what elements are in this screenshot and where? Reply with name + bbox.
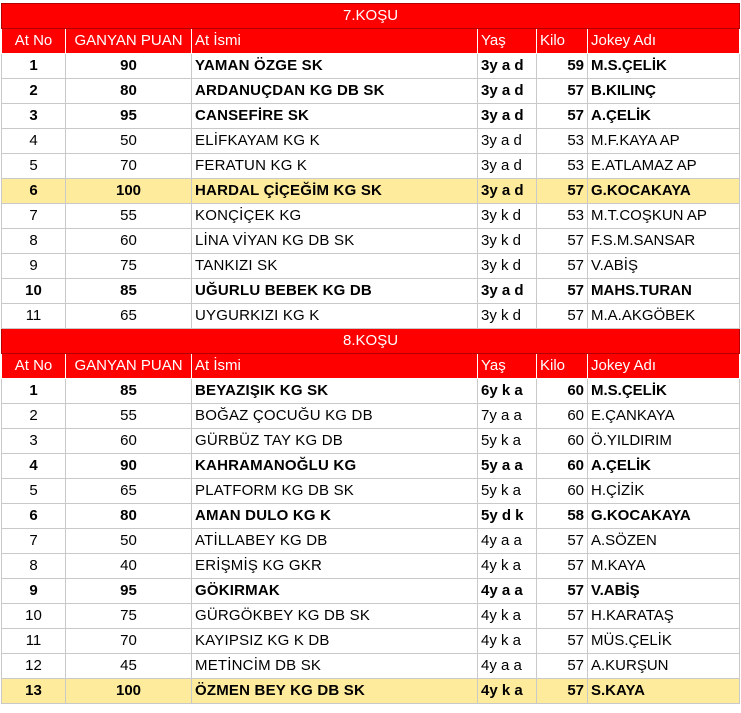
yas-cell: 3y a d [478, 179, 537, 204]
jokey-adi-cell: V.ABİŞ [588, 579, 740, 604]
ganyan-puan-cell: 100 [66, 179, 192, 204]
yas-cell: 5y k a [478, 479, 537, 504]
race-title-row [2, 4, 740, 29]
ganyan-puan-cell: 95 [66, 579, 192, 604]
at-ismi-cell: HARDAL ÇİÇEĞİM KG SK [192, 179, 478, 204]
at-no-cell: 1 [2, 379, 66, 404]
jokey-adi-cell: M.A.AKGÖBEK [588, 304, 740, 329]
at-no-cell: 7 [2, 529, 66, 554]
at-no-cell: 11 [2, 629, 66, 654]
ganyan-puan-cell: 45 [66, 654, 192, 679]
race-table [1, 3, 740, 704]
header-yas: Yaş [478, 354, 537, 379]
yas-cell: 4y a a [478, 529, 537, 554]
yas-cell: 3y a d [478, 54, 537, 79]
kilo-cell: 60 [537, 404, 588, 429]
horse-row [2, 504, 740, 529]
ganyan-puan-cell: 50 [66, 529, 192, 554]
kilo-cell: 57 [537, 104, 588, 129]
at-ismi-cell: UYGURKIZI KG K [192, 304, 478, 329]
kilo-cell: 57 [537, 629, 588, 654]
yas-cell: 4y k a [478, 604, 537, 629]
horse-row [2, 379, 740, 404]
horse-row [2, 154, 740, 179]
yas-cell: 6y k a [478, 379, 537, 404]
at-no-cell: 2 [2, 404, 66, 429]
at-no-cell: 5 [2, 479, 66, 504]
ganyan-puan-cell: 80 [66, 79, 192, 104]
at-ismi-cell: LİNA VİYAN KG DB SK [192, 229, 478, 254]
horse-row [2, 679, 740, 704]
at-no-cell: 3 [2, 429, 66, 454]
at-ismi-cell: FERATUN KG K [192, 154, 478, 179]
jokey-adi-cell: E.ÇANKAYA [588, 404, 740, 429]
kilo-cell: 60 [537, 479, 588, 504]
ganyan-puan-cell: 85 [66, 279, 192, 304]
ganyan-puan-cell: 70 [66, 629, 192, 654]
at-no-cell: 2 [2, 79, 66, 104]
kilo-cell: 60 [537, 379, 588, 404]
kilo-cell: 57 [537, 579, 588, 604]
jokey-adi-cell: M.S.ÇELİK [588, 54, 740, 79]
ganyan-puan-cell: 60 [66, 229, 192, 254]
at-ismi-cell: BEYAZIŞIK KG SK [192, 379, 478, 404]
yas-cell: 4y a a [478, 654, 537, 679]
horse-row [2, 254, 740, 279]
race-sheet [1, 3, 739, 704]
kilo-cell: 60 [537, 454, 588, 479]
header-yas: Yaş [478, 29, 537, 54]
horse-row [2, 229, 740, 254]
ganyan-puan-cell: 95 [66, 104, 192, 129]
ganyan-puan-cell: 40 [66, 554, 192, 579]
at-no-cell: 12 [2, 654, 66, 679]
at-no-cell: 9 [2, 579, 66, 604]
at-no-cell: 5 [2, 154, 66, 179]
jokey-adi-cell: A.SÖZEN [588, 529, 740, 554]
yas-cell: 3y a d [478, 129, 537, 154]
at-no-cell: 3 [2, 104, 66, 129]
kilo-cell: 58 [537, 504, 588, 529]
jokey-adi-cell: M.T.COŞKUN AP [588, 204, 740, 229]
at-no-cell: 10 [2, 279, 66, 304]
at-ismi-cell: TANKIZI SK [192, 254, 478, 279]
column-header-row [2, 354, 740, 379]
race-title: 7.KOŞU [2, 4, 740, 29]
ganyan-puan-cell: 70 [66, 154, 192, 179]
at-no-cell: 13 [2, 679, 66, 704]
yas-cell: 3y k d [478, 204, 537, 229]
header-kilo: Kilo [537, 354, 588, 379]
yas-cell: 5y d k [478, 504, 537, 529]
at-ismi-cell: BOĞAZ ÇOCUĞU KG DB [192, 404, 478, 429]
jokey-adi-cell: S.KAYA [588, 679, 740, 704]
at-ismi-cell: GÖKIRMAK [192, 579, 478, 604]
ganyan-puan-cell: 100 [66, 679, 192, 704]
jokey-adi-cell: A.KURŞUN [588, 654, 740, 679]
race-title-row [2, 329, 740, 354]
jokey-adi-cell: MAHS.TURAN [588, 279, 740, 304]
kilo-cell: 57 [537, 79, 588, 104]
yas-cell: 3y a d [478, 279, 537, 304]
yas-cell: 5y a a [478, 454, 537, 479]
kilo-cell: 57 [537, 254, 588, 279]
at-ismi-cell: GÜRGÖKBEY KG DB SK [192, 604, 478, 629]
yas-cell: 5y k a [478, 429, 537, 454]
jokey-adi-cell: G.KOCAKAYA [588, 179, 740, 204]
horse-row [2, 554, 740, 579]
horse-row [2, 54, 740, 79]
kilo-cell: 57 [537, 654, 588, 679]
yas-cell: 3y a d [478, 104, 537, 129]
kilo-cell: 57 [537, 304, 588, 329]
kilo-cell: 57 [537, 554, 588, 579]
at-ismi-cell: YAMAN ÖZGE SK [192, 54, 478, 79]
kilo-cell: 53 [537, 129, 588, 154]
kilo-cell: 57 [537, 179, 588, 204]
yas-cell: 4y k a [478, 554, 537, 579]
ganyan-puan-cell: 55 [66, 204, 192, 229]
header-kilo: Kilo [537, 29, 588, 54]
header-at-no: At No [2, 354, 66, 379]
jokey-adi-cell: E.ATLAMAZ AP [588, 154, 740, 179]
at-ismi-cell: KAYIPSIZ KG K DB [192, 629, 478, 654]
horse-row [2, 579, 740, 604]
horse-row [2, 204, 740, 229]
kilo-cell: 57 [537, 679, 588, 704]
yas-cell: 7y a a [478, 404, 537, 429]
yas-cell: 3y k d [478, 254, 537, 279]
yas-cell: 3y k d [478, 304, 537, 329]
header-at-ismi: At İsmi [192, 29, 478, 54]
at-ismi-cell: ARDANUÇDAN KG DB SK [192, 79, 478, 104]
at-ismi-cell: AMAN DULO KG K [192, 504, 478, 529]
at-no-cell: 6 [2, 179, 66, 204]
header-ganyan-puan: GANYAN PUAN [66, 354, 192, 379]
horse-row [2, 404, 740, 429]
yas-cell: 4y k a [478, 629, 537, 654]
column-header-row [2, 29, 740, 54]
at-no-cell: 6 [2, 504, 66, 529]
ganyan-puan-cell: 65 [66, 479, 192, 504]
ganyan-puan-cell: 60 [66, 429, 192, 454]
at-ismi-cell: ELİFKAYAM KG K [192, 129, 478, 154]
horse-row [2, 629, 740, 654]
at-no-cell: 8 [2, 554, 66, 579]
at-ismi-cell: ERİŞMİŞ KG GKR [192, 554, 478, 579]
horse-row [2, 604, 740, 629]
at-no-cell: 4 [2, 129, 66, 154]
at-ismi-cell: PLATFORM KG DB SK [192, 479, 478, 504]
jokey-adi-cell: MÜS.ÇELİK [588, 629, 740, 654]
horse-row [2, 179, 740, 204]
at-no-cell: 10 [2, 604, 66, 629]
header-jokey-adi: Jokey Adı [588, 29, 740, 54]
jokey-adi-cell: V.ABİŞ [588, 254, 740, 279]
ganyan-puan-cell: 85 [66, 379, 192, 404]
at-no-cell: 4 [2, 454, 66, 479]
jokey-adi-cell: A.ÇELİK [588, 454, 740, 479]
yas-cell: 3y a d [478, 154, 537, 179]
at-no-cell: 9 [2, 254, 66, 279]
at-ismi-cell: CANSEFİRE SK [192, 104, 478, 129]
kilo-cell: 53 [537, 154, 588, 179]
jokey-adi-cell: F.S.M.SANSAR [588, 229, 740, 254]
jokey-adi-cell: M.F.KAYA AP [588, 129, 740, 154]
jokey-adi-cell: G.KOCAKAYA [588, 504, 740, 529]
header-jokey-adi: Jokey Adı [588, 354, 740, 379]
horse-row [2, 129, 740, 154]
horse-row [2, 104, 740, 129]
ganyan-puan-cell: 90 [66, 54, 192, 79]
at-ismi-cell: UĞURLU BEBEK KG DB [192, 279, 478, 304]
yas-cell: 3y k d [478, 229, 537, 254]
horse-row [2, 479, 740, 504]
horse-row [2, 529, 740, 554]
yas-cell: 3y a d [478, 79, 537, 104]
jokey-adi-cell: H.KARATAŞ [588, 604, 740, 629]
jokey-adi-cell: M.S.ÇELİK [588, 379, 740, 404]
kilo-cell: 57 [537, 279, 588, 304]
ganyan-puan-cell: 55 [66, 404, 192, 429]
at-ismi-cell: GÜRBÜZ TAY KG DB [192, 429, 478, 454]
yas-cell: 4y k a [478, 679, 537, 704]
horse-row [2, 279, 740, 304]
kilo-cell: 57 [537, 604, 588, 629]
jokey-adi-cell: B.KILINÇ [588, 79, 740, 104]
at-ismi-cell: ÖZMEN BEY KG DB SK [192, 679, 478, 704]
at-no-cell: 8 [2, 229, 66, 254]
ganyan-puan-cell: 75 [66, 604, 192, 629]
kilo-cell: 57 [537, 529, 588, 554]
jokey-adi-cell: M.KAYA [588, 554, 740, 579]
yas-cell: 4y a a [478, 579, 537, 604]
horse-row [2, 304, 740, 329]
at-ismi-cell: ATİLLABEY KG DB [192, 529, 478, 554]
horse-row [2, 429, 740, 454]
at-no-cell: 7 [2, 204, 66, 229]
jokey-adi-cell: H.ÇİZİK [588, 479, 740, 504]
at-ismi-cell: METİNCİM DB SK [192, 654, 478, 679]
horse-row [2, 654, 740, 679]
ganyan-puan-cell: 80 [66, 504, 192, 529]
kilo-cell: 60 [537, 429, 588, 454]
header-at-no: At No [2, 29, 66, 54]
jokey-adi-cell: A.ÇELİK [588, 104, 740, 129]
at-no-cell: 11 [2, 304, 66, 329]
horse-row [2, 454, 740, 479]
jokey-adi-cell: Ö.YILDIRIM [588, 429, 740, 454]
ganyan-puan-cell: 75 [66, 254, 192, 279]
horse-row [2, 79, 740, 104]
at-ismi-cell: KONÇİÇEK KG [192, 204, 478, 229]
ganyan-puan-cell: 50 [66, 129, 192, 154]
kilo-cell: 53 [537, 204, 588, 229]
kilo-cell: 57 [537, 229, 588, 254]
kilo-cell: 59 [537, 54, 588, 79]
header-at-ismi: At İsmi [192, 354, 478, 379]
header-ganyan-puan: GANYAN PUAN [66, 29, 192, 54]
ganyan-puan-cell: 90 [66, 454, 192, 479]
race-title: 8.KOŞU [2, 329, 740, 354]
at-ismi-cell: KAHRAMANOĞLU KG [192, 454, 478, 479]
at-no-cell: 1 [2, 54, 66, 79]
ganyan-puan-cell: 65 [66, 304, 192, 329]
